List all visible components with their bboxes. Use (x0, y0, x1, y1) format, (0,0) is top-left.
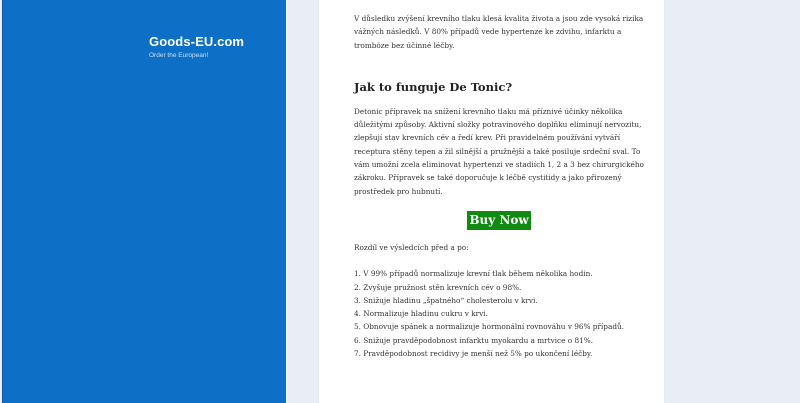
results-intro: Rozdíl ve výsledcích před a po: (354, 242, 469, 252)
list-item: 1. V 99% případů normalizuje krevní tlak během několika hodin. (354, 269, 593, 279)
results-list (354, 267, 644, 360)
site-tagline: Order the European! (149, 52, 209, 59)
article-content (319, 0, 664, 403)
list-item: 7. Pravděpodobnost recidivy je menší než 5% po ukončení léčby. (354, 349, 593, 359)
list-item: 5. Obnovuje spánek a normalizuje hormonální rovnováhu v 96% případů. (354, 322, 625, 332)
buy-button-wrapper (354, 209, 644, 230)
body-paragraph: Detonic přípravek na snížení krevního tlaku má příznivé účinky několika důležitými způsoby. Aktivní složky potravinového doplňku eliminují nervozitu, zlepšují stav krevních cév a ředí krev. Při pravidelném používání vytváří receptura stěny tepen a žil silnější a pružnější a také posiluje srdeční sval. To vám umožní zcela eliminovat hypertenzi ve stadiích 1, 2 a 3 bez chirurgického zákroku. Přípravek se také doporučuje k léčbě cystitidy a jako přirozený prostředek pro hubnutí. (354, 106, 644, 196)
sidebar (2, 0, 286, 403)
list-item: 3. Snižuje hladinu „špatného“ cholesterolu v krvi. (354, 295, 538, 305)
list-item: 2. Zvyšuje pružnost stěn krevních cév o 98%. (354, 282, 522, 292)
buy-now-button[interactable]: Buy Now (467, 211, 530, 230)
site-title-link[interactable]: Goods-EU.com (149, 34, 245, 49)
list-item: 4. Normalizuje hladinu cukru v krvi. (354, 309, 488, 319)
section-heading: Jak to funguje De Tonic? (354, 79, 513, 94)
article-body (354, 12, 644, 360)
list-item: 6. Snižuje pravděpodobnost infarktu myokardu a mrtvice o 81%. (354, 335, 594, 345)
intro-paragraph: V důsledku zvýšení krevního tlaku klesá kvalita života a jsou zde vysoká rizika vážných následků. V 80% případů vede hypertenze ke zdvihu, infarktu a trombóze bez účinné léčby. (354, 14, 644, 50)
